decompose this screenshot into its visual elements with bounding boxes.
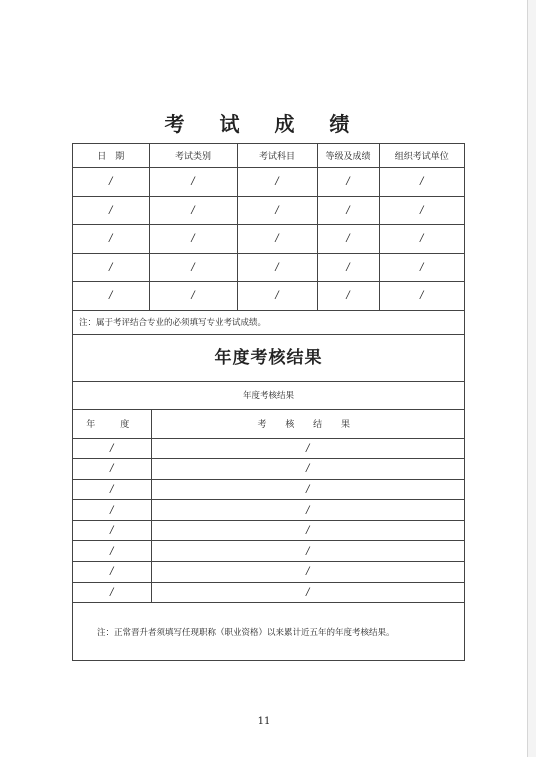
annual-cell: / bbox=[151, 520, 464, 541]
annual-header-cell: 年 度 bbox=[73, 410, 151, 439]
table-row bbox=[73, 541, 464, 562]
annual-cell: / bbox=[151, 541, 464, 562]
exam-cell: / bbox=[149, 282, 237, 311]
exam-cell: / bbox=[317, 282, 379, 311]
table-row bbox=[73, 225, 464, 254]
table-row bbox=[73, 500, 464, 521]
table-row bbox=[73, 253, 464, 282]
exam-cell: / bbox=[237, 168, 317, 197]
annual-cell: / bbox=[73, 562, 151, 583]
annual-cell: / bbox=[151, 562, 464, 583]
exam-cell: / bbox=[379, 253, 464, 282]
table-row bbox=[73, 562, 464, 583]
annual-cell: / bbox=[73, 520, 151, 541]
exam-cell: / bbox=[317, 225, 379, 254]
annual-cell: / bbox=[73, 541, 151, 562]
exam-cell: / bbox=[317, 168, 379, 197]
annual-header-row bbox=[73, 410, 464, 439]
annual-cell: / bbox=[73, 438, 151, 459]
exam-cell: / bbox=[149, 196, 237, 225]
annual-cell: / bbox=[151, 500, 464, 521]
exam-cell: / bbox=[73, 196, 149, 225]
exam-header-cell: 考试类别 bbox=[149, 144, 237, 168]
annual-header-cell: 考 核 结 果 bbox=[151, 410, 464, 439]
exam-cell: / bbox=[149, 168, 237, 197]
exam-cell: / bbox=[317, 196, 379, 225]
table-row bbox=[73, 282, 464, 311]
annual-cell: / bbox=[151, 459, 464, 480]
exam-cell: / bbox=[379, 225, 464, 254]
table-row bbox=[73, 438, 464, 459]
table-row bbox=[73, 168, 464, 197]
exam-cell: / bbox=[317, 253, 379, 282]
annual-cell: / bbox=[151, 479, 464, 500]
table-row bbox=[73, 520, 464, 541]
exam-cell: / bbox=[73, 225, 149, 254]
annual-result-table bbox=[73, 410, 464, 604]
exam-header-cell: 日 期 bbox=[73, 144, 149, 168]
annual-cell: / bbox=[73, 459, 151, 480]
exam-cell: / bbox=[237, 225, 317, 254]
exam-cell: / bbox=[73, 253, 149, 282]
annual-note: 注：正常晋升者须填写任现职称（职业资格）以来累计近五年的年度考核结果。 bbox=[97, 628, 395, 639]
exam-cell: / bbox=[149, 253, 237, 282]
exam-header-cell: 等级及成绩 bbox=[317, 144, 379, 168]
exam-note: 注：属于考评结合专业的必须填写专业考试成绩。 bbox=[73, 311, 464, 335]
annual-cell: / bbox=[151, 438, 464, 459]
exam-header-cell: 组织考试单位 bbox=[379, 144, 464, 168]
exam-cell: / bbox=[73, 282, 149, 311]
table-row bbox=[73, 582, 464, 603]
page-title: 考 试 成 绩 bbox=[164, 112, 364, 136]
annual-cell: / bbox=[151, 582, 464, 603]
exam-cell: / bbox=[379, 196, 464, 225]
annual-cell: / bbox=[73, 582, 151, 603]
exam-cell: / bbox=[379, 282, 464, 311]
exam-score-table bbox=[73, 144, 464, 311]
form-frame bbox=[72, 143, 465, 661]
exam-cell: / bbox=[237, 196, 317, 225]
exam-cell: / bbox=[379, 168, 464, 197]
exam-cell: / bbox=[237, 282, 317, 311]
annual-cell: / bbox=[73, 500, 151, 521]
exam-header-cell: 考试科目 bbox=[237, 144, 317, 168]
exam-cell: / bbox=[237, 253, 317, 282]
annual-cell: / bbox=[73, 479, 151, 500]
page-number: 11 bbox=[257, 716, 271, 727]
exam-cell: / bbox=[149, 225, 237, 254]
table-row bbox=[73, 459, 464, 480]
annual-section-title: 年度考核结果 bbox=[73, 335, 464, 382]
annual-subtitle: 年度考核结果 bbox=[73, 382, 464, 410]
exam-header-row bbox=[73, 144, 464, 168]
exam-cell: / bbox=[73, 168, 149, 197]
table-row bbox=[73, 196, 464, 225]
table-row bbox=[73, 479, 464, 500]
